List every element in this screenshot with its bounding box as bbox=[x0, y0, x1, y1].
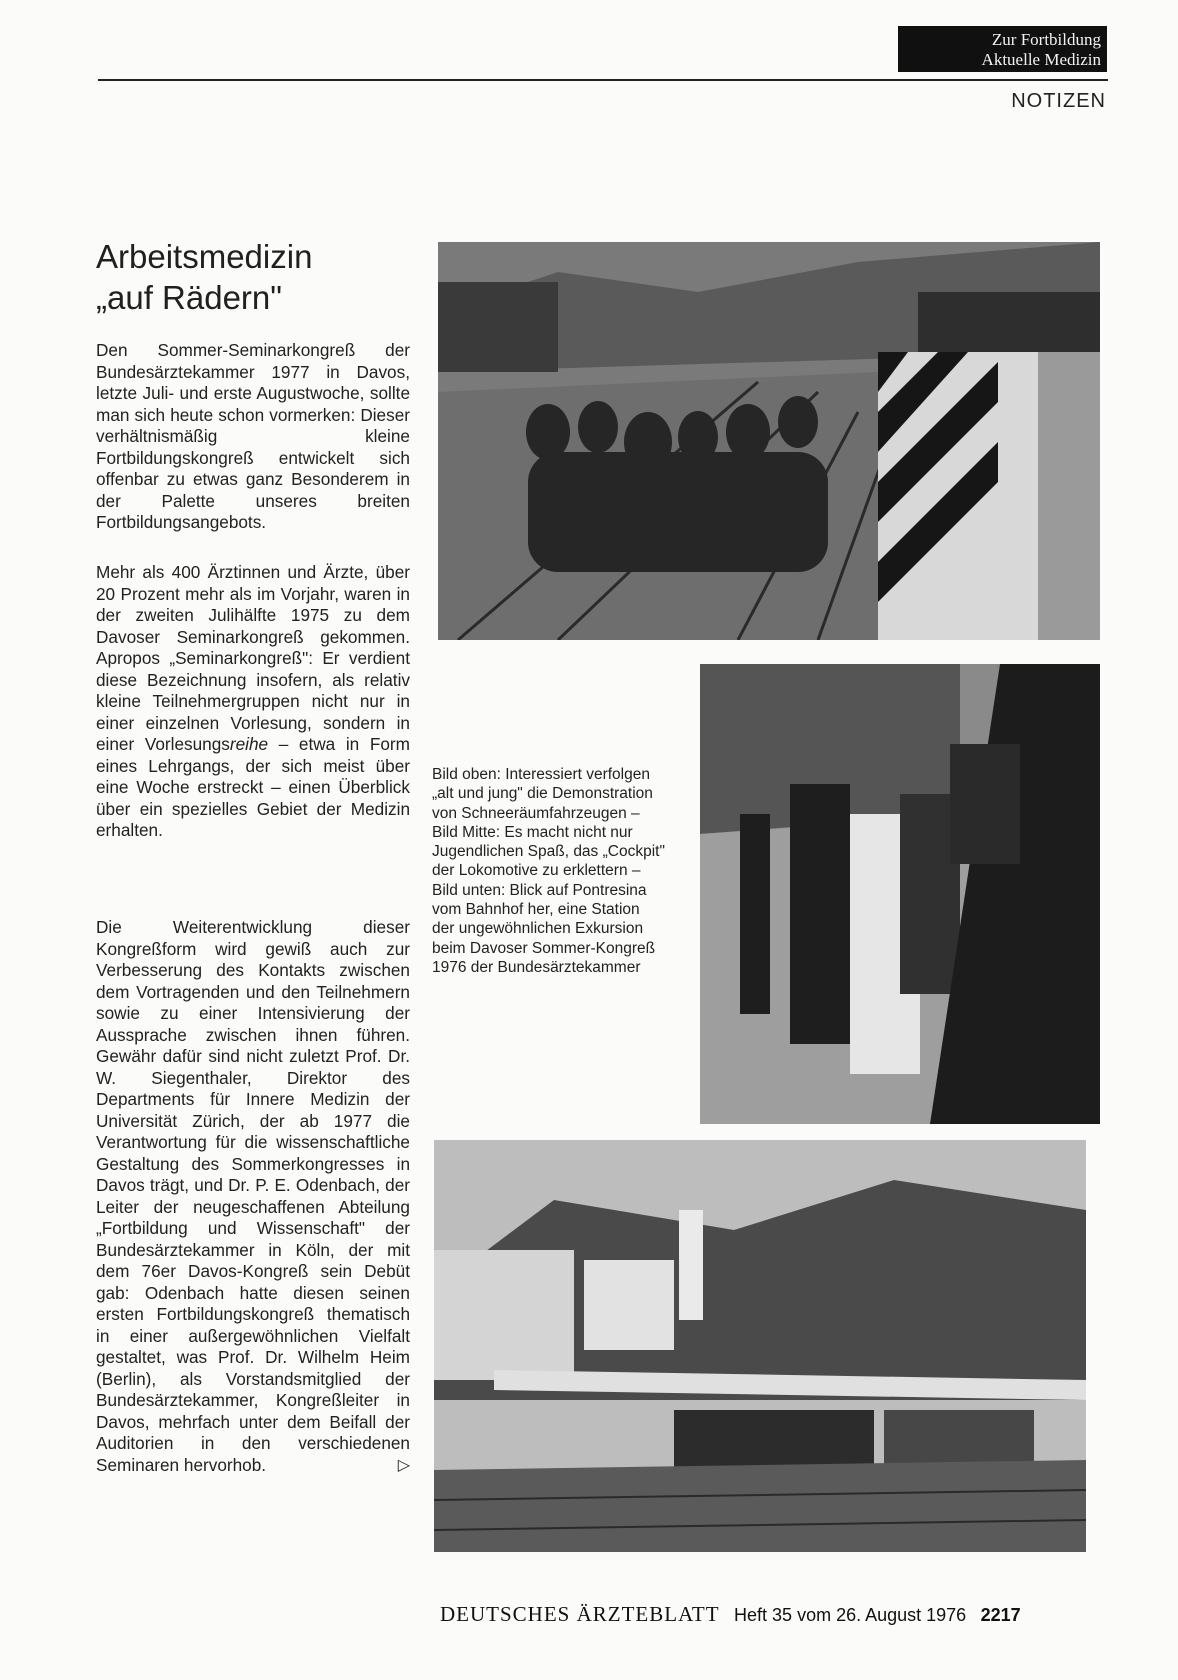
paragraph-3-text bbox=[96, 917, 410, 1476]
continue-arrow-icon: ▷ bbox=[397, 1456, 410, 1474]
section-label: NOTIZEN bbox=[1011, 90, 1106, 112]
paragraph-2-part-a: Mehr als 400 Ärztinnen und Ärzte, über 20 Prozent mehr als im Vorjahr, waren in der zweiten Julihälfte 1975 zu dem Davoser Seminarkongreß gekommen. Apropos „Seminarkongreß": Er verdient diese Bezeichnung insofern, als relativ kleine Teilnehmergruppen nicht nur in einer einzelnen Vorlesung, sondern in einer Vorlesungs bbox=[96, 562, 410, 754]
paragraph-3-body: Die Weiterentwicklung dieser Kongreßform wird gewiß auch zur Verbesserung des Kontakts zwischen dem Vortragenden und den Teilnehmern sowie zu einer Intensivierung der Aussprache zwischen ihnen führen. Gewähr dafür sind nicht zuletzt Prof. Dr. W. Siegenthaler, Direktor des Departments für Innere Medizin der Universität Zürich, der ab 1977 die Verantwortung für die wissenschaftliche Gestaltung des Sommerkongresses in Davos trägt, und Dr. P. E. Odenbach, der Leiter der neugeschaffenen Abteilung „Fortbildung und Wissenschaft" der Bundesärztekammer in Köln, der mit dem 76er Davos-Kongreß sein Debüt gab: Odenbach hatte diesen seinen ersten Fortbildungskongreß thematisch in einer außergewöhnlichen Vielfalt gestaltet, was Prof. Dr. Wilhelm Heim (Berlin), als Vorstandsmitglied der Bundesärztekammer, Kongreßleiter in Davos, mehrfach unter dem Beifall der Auditorien in den verschiedenen Seminaren hervorhob. bbox=[96, 917, 410, 1475]
photo-caption: Bild oben: Interessiert verfolgen „alt und jung" die Demonstration von Schneeräumfahrzeugen – Bild Mitte: Es macht nicht nur Jugendlichen Spaß, das „Cockpit" der Lokomotive zu erklettern – Bild unten: Blick auf Pontresina vom Bahnhof her, eine Station der ungewöhnlichen Exkursion beim Davoser Sommer-Kongreß 1976 der Bundesärztekammer bbox=[432, 766, 665, 976]
paragraph-2-emphasis: reihe bbox=[229, 734, 269, 754]
paragraph-3 bbox=[96, 917, 410, 1476]
photo-snow-plow-demo bbox=[438, 242, 1100, 640]
badge-line-1: Zur Fortbildung bbox=[991, 30, 1101, 49]
page-number: 2217 bbox=[980, 1605, 1021, 1625]
issue-info: Heft 35 vom 26. August 1976 bbox=[734, 1605, 967, 1625]
paragraph-2-text bbox=[96, 562, 410, 842]
paragraph-1 bbox=[96, 340, 410, 534]
paragraph-1-text: Den Sommer-Seminarkongreß der Bundesärztekammer 1977 in Davos, letzte Juli- und erste Augustwoche, sollte man sich heute schon vormerken: Dieser verhältnismäßig kleine Fortbildungskongreß entwickelt sich offenbar zu etwas ganz Besonderem in der Palette unseres breiten Fortbildungsangebots. bbox=[96, 340, 410, 532]
photo-locomotive-cockpit bbox=[700, 664, 1100, 1124]
title-line-2: „auf Rädern" bbox=[96, 279, 282, 316]
header-rule bbox=[98, 79, 1108, 81]
paragraph-2 bbox=[96, 562, 410, 842]
title-line-1: Arbeitsmedizin bbox=[96, 238, 313, 275]
magazine-name: DEUTSCHES ÄRZTEBLATT bbox=[440, 1602, 720, 1626]
photo-pontresina-station bbox=[434, 1140, 1086, 1552]
badge-line-2: Aktuelle Medizin bbox=[981, 50, 1101, 69]
paragraph-2-part-b: – etwa in Form eines Lehrgangs, der sich meist über eine Woche erstreckt – einen Überblick über ein spezielles Gebiet der Medizin erhalten. bbox=[96, 734, 410, 840]
section-badge bbox=[898, 26, 1107, 72]
page-footer bbox=[440, 1602, 1021, 1627]
article-title bbox=[96, 236, 436, 318]
